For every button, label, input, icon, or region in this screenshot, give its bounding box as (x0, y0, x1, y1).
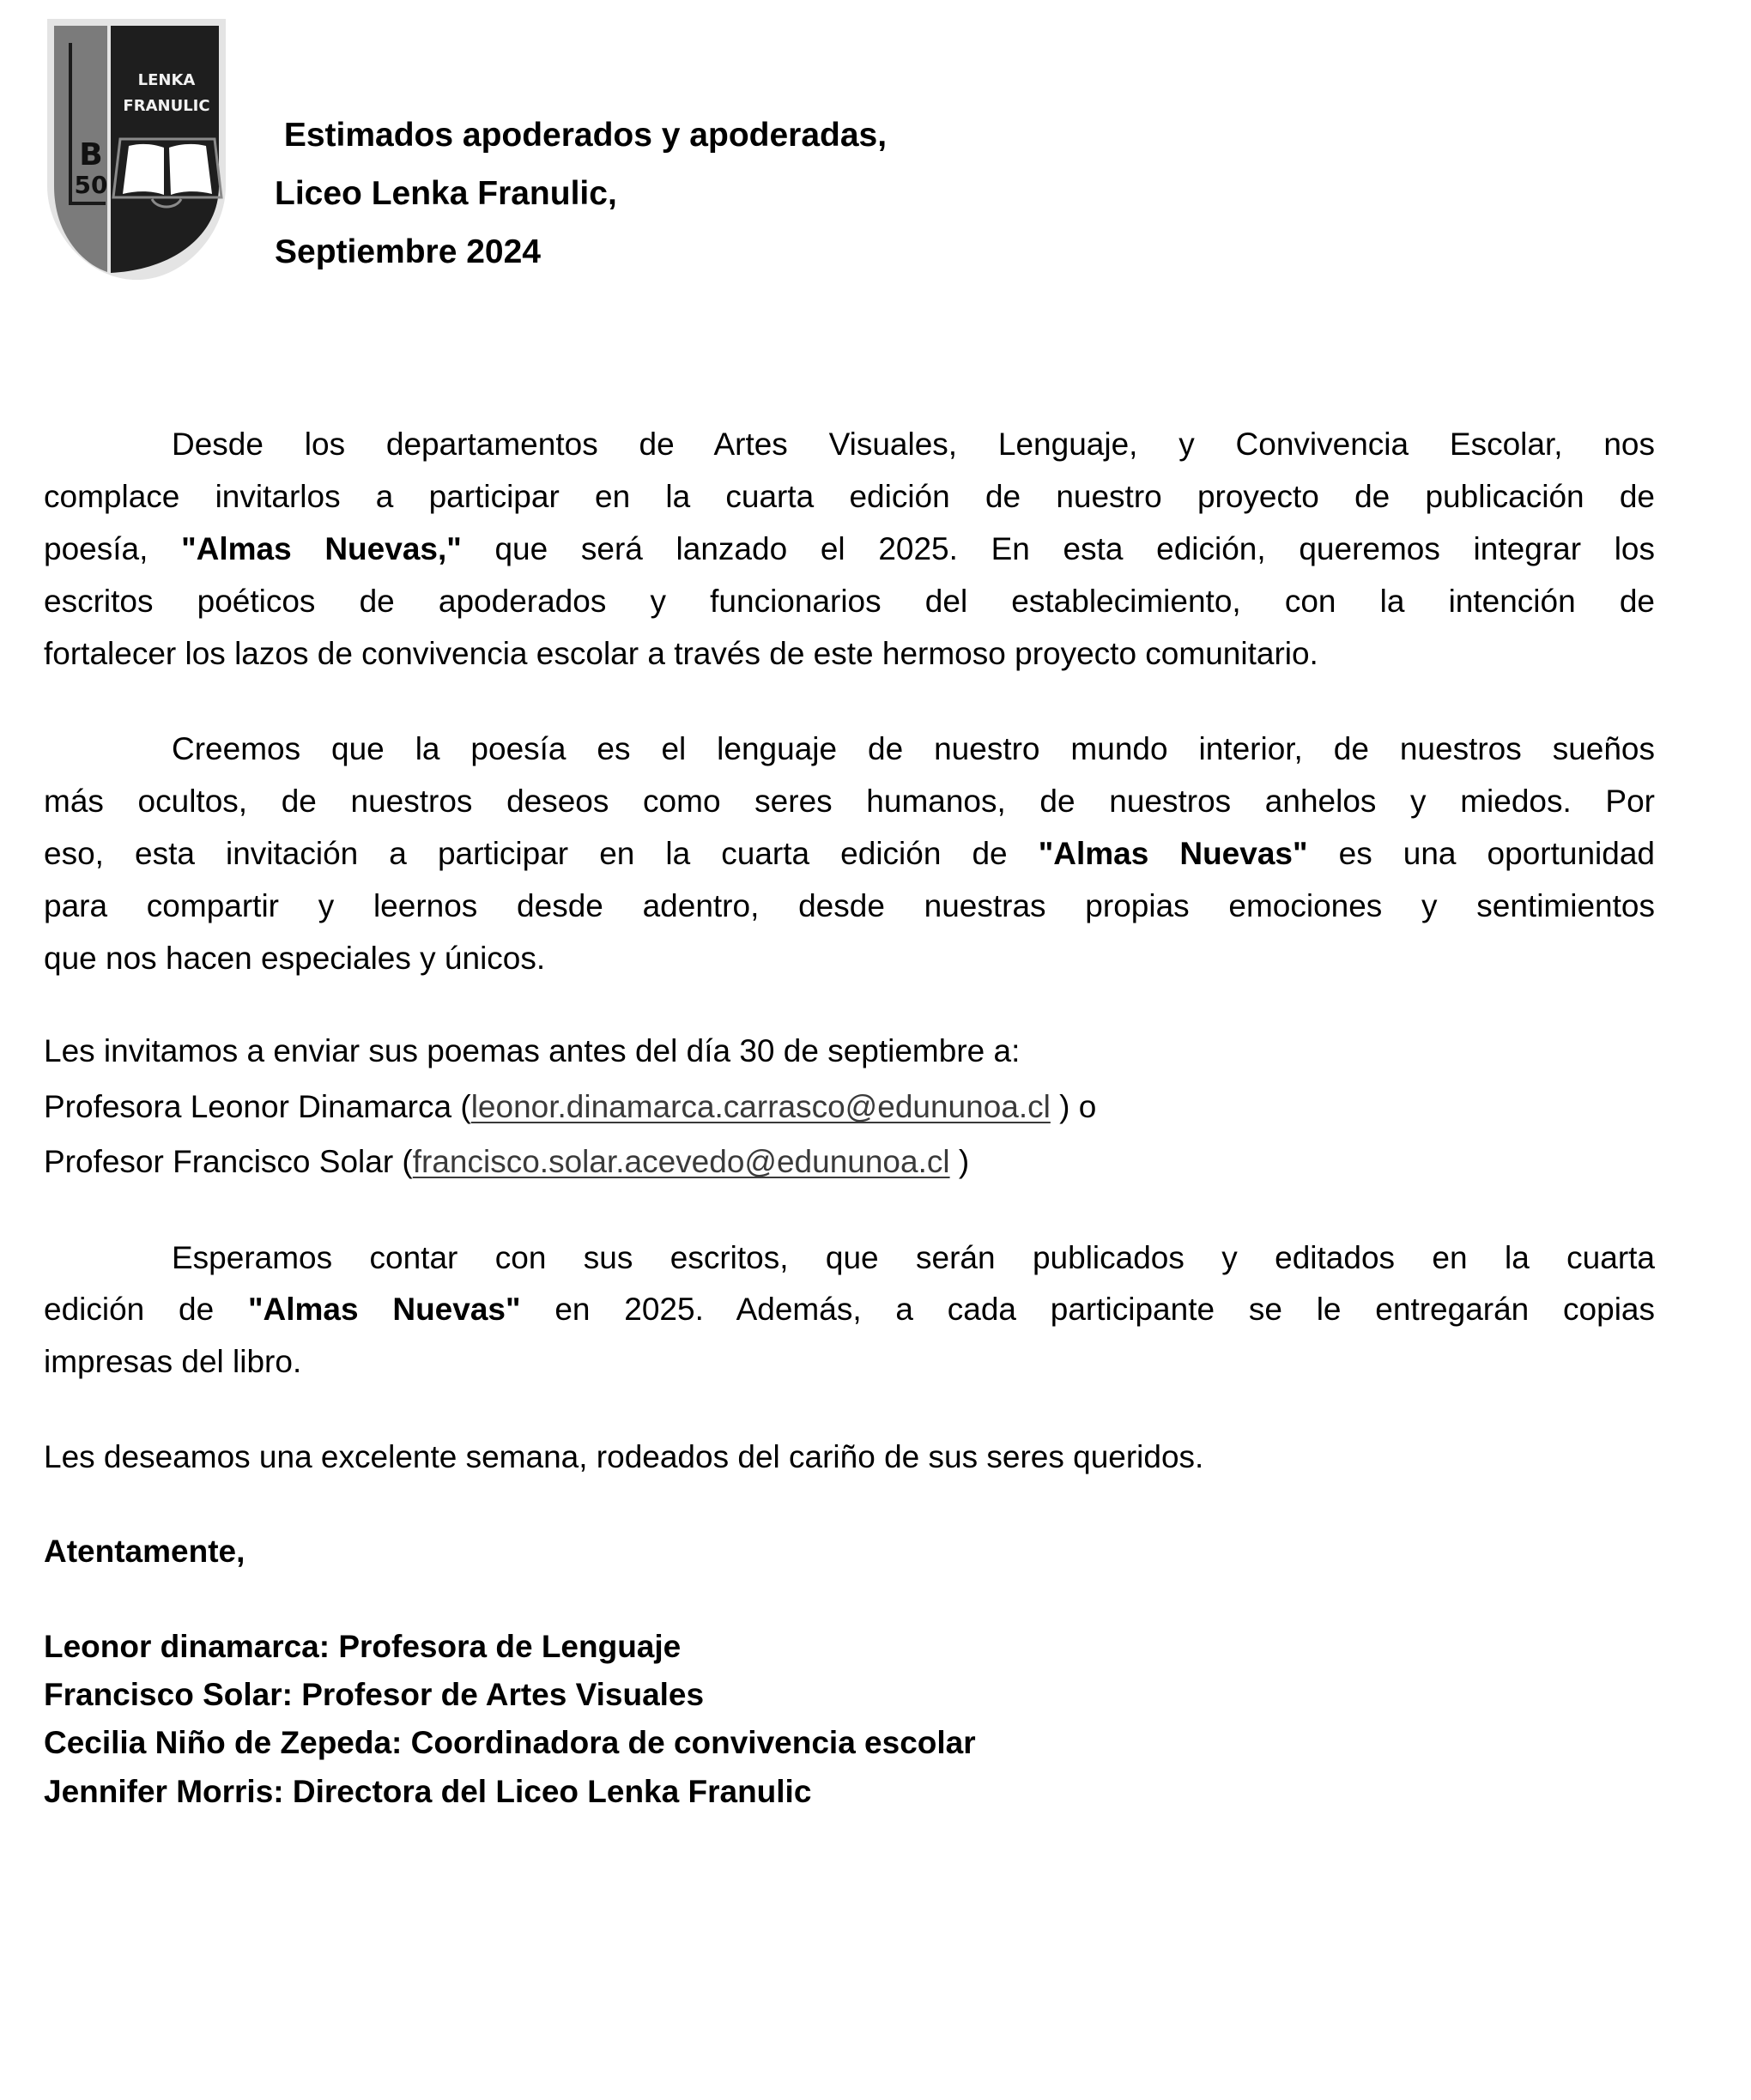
greeting-heading: Estimados apoderados y apoderadas, (275, 117, 888, 154)
text-run: eso, esta invitación a participar en la cuarta edición de (44, 836, 1039, 871)
contact-leonor (44, 1091, 1655, 1123)
text-run: es una oportunidad (1307, 836, 1655, 871)
paragraph-line: complace invitarlos a participar en la cuarta edición de nuestro proyecto de publicación de (44, 479, 1655, 514)
signature-line: Leonor dinamarca: Profesora de Lenguaje (44, 1629, 682, 1664)
text-run: poesía, (44, 531, 182, 566)
date-heading: Septiembre 2024 (275, 233, 542, 270)
paragraph-line: para compartir y leernos desde adentro, desde nuestras propias emociones y sentimientos (44, 888, 1655, 923)
book-icon (113, 139, 221, 207)
paragraph-line: fortalecer los lazos de convivencia escolar a través de este hermoso proyecto comunitario. (44, 636, 1318, 671)
logo-badge-letter: B (79, 137, 103, 172)
closing-wish: Les deseamos una excelente semana, rodeados del cariño de sus seres queridos. (44, 1439, 1204, 1474)
paragraph-line (44, 1293, 1655, 1325)
contact-label: Profesor Francisco Solar ( (44, 1144, 413, 1179)
logo-text-line2: FRANULIC (123, 97, 210, 115)
contact-label: Profesora Leonor Dinamarca ( (44, 1089, 471, 1124)
book-title-almas-nuevas: "Almas Nuevas" (1038, 836, 1308, 871)
logo-text-line1: LENKA (137, 71, 196, 89)
logo-badge-number: 50 (74, 171, 108, 199)
signature-line: Jennifer Morris: Directora del Liceo Lenka Franulic (44, 1774, 812, 1809)
email-link-leonor[interactable]: leonor.dinamarca.carrasco@edununoa.cl (470, 1089, 1051, 1124)
book-title-almas-nuevas: "Almas Nuevas" (247, 1292, 521, 1327)
paragraph-line: impresas del libro. (44, 1344, 302, 1379)
book-title-almas-nuevas: "Almas Nuevas," (181, 531, 462, 566)
signoff: Atentamente, (44, 1534, 245, 1569)
signature-line: Francisco Solar: Profesor de Artes Visuales (44, 1677, 705, 1712)
paragraph-line: que nos hacen especiales y únicos. (44, 941, 546, 976)
submission-instructions: Les invitamos a enviar sus poemas antes del día 30 de septiembre a: (44, 1033, 1021, 1068)
paragraph-line: más ocultos, de nuestros deseos como seres humanos, de nuestros anhelos y miedos. Por (44, 784, 1655, 819)
paragraph-line (44, 533, 1655, 565)
paragraph-line (44, 838, 1655, 869)
contact-suffix: ) o (1050, 1089, 1097, 1124)
contact-suffix: ) (949, 1144, 970, 1179)
text-run: que será lanzado el 2025. En esta edición, queremos integrar los (461, 531, 1655, 566)
school-logo (47, 19, 226, 280)
text-run: en 2025. Además, a cada participante se le entregarán copias (520, 1292, 1655, 1327)
paragraph-line: Esperamos contar con sus escritos, que serán publicados y editados en la cuarta (172, 1240, 1655, 1275)
school-name-heading: Liceo Lenka Franulic, (275, 175, 617, 212)
paragraph-line: Creemos que la poesía es el lenguaje de nuestro mundo interior, de nuestros sueños (172, 731, 1655, 766)
text-run: edición de (44, 1292, 248, 1327)
contact-francisco (44, 1146, 1655, 1177)
paragraph-line: escritos poéticos de apoderados y funcionarios del establecimiento, con la intención de (44, 584, 1655, 619)
signature-line: Cecilia Niño de Zepeda: Coordinadora de convivencia escolar (44, 1725, 976, 1760)
paragraph-line: Desde los departamentos de Artes Visuales, Lenguaje, y Convivencia Escolar, nos (172, 427, 1655, 462)
email-link-francisco[interactable]: francisco.solar.acevedo@edununoa.cl (412, 1144, 950, 1179)
